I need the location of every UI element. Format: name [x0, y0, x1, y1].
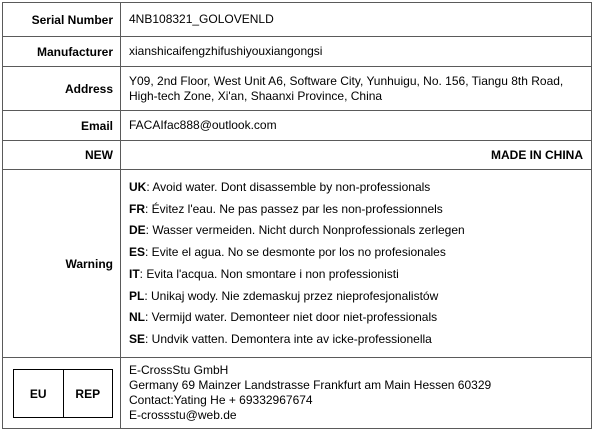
manufacturer-value: xianshicaifengzhifushiyouxiangongsi	[129, 44, 323, 58]
warning-list	[121, 170, 591, 357]
warning-text: : Avoid water. Dont disassemble by non-professionals	[146, 179, 431, 194]
address-value	[121, 67, 591, 110]
product-label-table	[2, 2, 592, 429]
eu-rep-symbol-cell	[3, 358, 121, 428]
address-line: Y09, 2nd Floor, West Unit A6, Software City, Yunhuigu, No. 156, Tiangu 8th Road,	[129, 73, 564, 88]
warning-text: : Évitez l'eau. Ne pas passez par les non-professionnels	[145, 201, 443, 216]
language-code: NL	[129, 310, 145, 325]
address-row	[3, 66, 591, 110]
email-row	[3, 110, 591, 140]
warning-item	[129, 329, 432, 351]
serial-number-value: 4NB108321_GOLOVENLD	[129, 12, 274, 26]
manufacturer-row	[3, 36, 591, 66]
eu-text: EU	[29, 386, 47, 401]
email-value: FACAIfac888@outlook.com	[129, 118, 277, 132]
warning-row	[3, 169, 591, 357]
language-code: UK	[129, 179, 147, 194]
eu-rep-details	[121, 358, 591, 428]
warning-text: : Wasser vermeiden. Nicht durch Nonprofessionals zerlegen	[145, 223, 465, 238]
rep-text: REP	[75, 386, 101, 401]
address-line: High-tech Zone, Xi'an, Shaanxi Province, China	[129, 88, 383, 103]
made-in-china-text: MADE IN CHINA	[491, 147, 583, 162]
serial-number-label: Serial Number	[3, 3, 121, 36]
language-code: SE	[129, 332, 146, 347]
warning-text: : Vermijd water. Demonteer niet door niet-professionals	[145, 310, 438, 325]
warning-text: : Evita l'acqua. Non smontare i non professionisti	[139, 266, 399, 281]
warning-item	[129, 285, 438, 307]
warning-item	[129, 264, 399, 286]
language-code: FR	[129, 201, 145, 216]
language-code: DE	[129, 223, 146, 238]
eu-rep-row	[3, 357, 591, 428]
language-code: IT	[129, 266, 140, 281]
warning-item	[129, 307, 437, 329]
eu-rep-company: E-CrossStu GmbH	[129, 363, 229, 377]
email-label: Email	[3, 111, 121, 140]
eu-rep-contact: Contact:Yating He + 69332967674	[129, 393, 313, 407]
warning-item	[129, 176, 430, 198]
address-label: Address	[3, 67, 121, 110]
warning-text: : Undvik vatten. Demontera inte av icke-professionella	[145, 332, 432, 347]
manufacturer-label: Manufacturer	[3, 37, 121, 66]
warning-label: Warning	[3, 170, 121, 357]
warning-item	[129, 242, 446, 264]
new-row	[3, 140, 591, 169]
warning-text: : Unikaj wody. Nie zdemaskuj przez nieprofesjonalistów	[144, 288, 439, 303]
new-label: NEW	[3, 141, 121, 169]
language-code: PL	[129, 288, 145, 303]
eu-rep-address: Germany 69 Mainzer Landstrasse Frankfurt am Main Hessen 60329	[129, 378, 492, 392]
warning-text: : Evite el agua. No se desmonte por los no profesionales	[145, 245, 446, 260]
warning-item	[129, 198, 443, 220]
language-code: ES	[129, 245, 146, 260]
eu-rep-symbol	[13, 369, 113, 418]
serial-number-row	[3, 3, 591, 36]
warning-item	[129, 220, 465, 242]
eu-rep-email: E-crossstu@web.de	[129, 408, 237, 422]
